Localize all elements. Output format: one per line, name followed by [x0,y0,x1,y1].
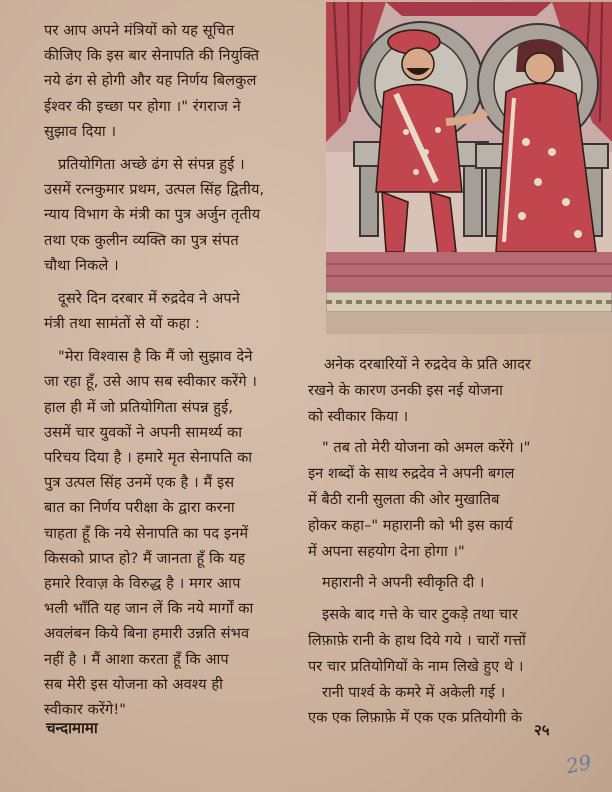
text-line: दूसरे दिन दरबार में रुद्रदेव ने अपने [58,289,240,307]
magazine-name: चन्दामामा [46,719,98,737]
text-line: में अपना सहयोग देना होगा ।" [308,542,465,560]
text-line: उसमें रत्नकुमार प्रथम, उत्पल सिंह द्वितीय, [44,181,265,199]
text-line: अनेक दरबारियों ने रुद्रदेव के प्रति आदर [324,356,531,373]
paragraph [44,18,312,144]
text-line: उसमें चार युवकों ने अपनी सामर्थ्य का [44,423,243,441]
paragraph [44,344,312,722]
text-line: स्वीकार करेंगे!" [44,700,127,718]
text-line: मंत्री तथा सामंतों से यों कहा : [44,315,200,333]
page-number: २५ [534,721,550,739]
text-line: पर आप अपने मंत्रियों को यह सूचित [44,22,235,39]
text-line: हमारे रिवाज़ के विरुद्ध है । मगर आप [44,574,241,592]
text-line: ईश्वर की इच्छा पर होगा ।" रंगराज ने [44,97,241,115]
paragraph [44,152,312,177]
text-line: "मेरा विश्वास है कि मैं जो सुझाव देने [58,348,253,366]
paragraph [308,435,570,564]
text-line: परिचय दिया है । हमारे मृत सेनापति का [44,449,253,466]
paragraph [308,680,570,732]
text-line: कीजिए कि इस बार सेनापति की नियुक्ति [44,47,260,65]
text-line: नये ढंग से होगी और यह निर्णय बिलकुल [44,72,257,90]
text-line: एक एक लिफ़ाफ़े में एक एक प्रतियोगी के [308,709,523,727]
text-line: को स्वीकार किया । [308,407,409,425]
text-line: रखने के कारण उनकी इस नई योजना [308,381,503,399]
text-line: चाहता हूँ कि नये सेनापति का पद इनमें [44,524,249,542]
text-line: सब मेरी इस योजना को अवश्य ही [44,675,224,693]
text-line: रानी पार्श्व के कमरे में अकेली गई । [322,683,506,701]
text-line: बात का निर्णय परीक्षा के द्वारा करना [44,499,235,517]
text-line: पुत्र उत्पल सिंह उनमें एक है । मैं इस [44,474,235,492]
paragraph [44,177,312,278]
illustration-svg [326,2,612,334]
text-line: इन शब्दों के साथ रुद्रदेव ने अपनी बगल [308,465,515,483]
text-line: " तब तो मेरी योजना को अमल करेंगे ।" [322,439,531,457]
floor-base [326,312,612,334]
text-line: लिफ़ाफ़े रानी के हाथ दिये गये । चारों गत्तों [308,631,526,649]
text-line: प्रतियोगिता अच्छे ढंग से संपन्न हुई । [58,155,245,173]
handwritten-page-number: 29 [563,749,594,779]
text-line: चौथा निकले । [44,256,119,274]
left-text-column [44,18,312,722]
text-line: जा रहा हूँ, उसे आप सब स्वीकार करेंगे । [44,373,258,391]
text-line: किसको प्राप्त हो? मैं जानता हूँ कि यह [44,549,246,567]
text-line: इसके बाद गत्ते के चार टुकड़े तथा चार [322,606,518,624]
text-line: न्याय विभाग के मंत्री का पुत्र अर्जुन तृतीय [44,206,261,224]
text-line: महारानी ने अपनी स्वीकृति दी । [322,574,485,592]
text-line: तथा एक कुलीन व्यक्ति का पुत्र संपत [44,231,239,249]
paragraph [308,352,570,429]
right-text-column [308,352,570,731]
royal-couple-illustration [326,2,612,334]
paragraph [308,570,570,596]
paragraph [308,602,570,679]
paragraph [44,286,312,336]
text-line: होकर कहा–" महारानी को भी इस कार्य [308,516,513,534]
text-line: भली भाँति यह जान लें कि नये मार्गों का [44,600,254,618]
text-line: में बैठी रानी सुलता की ओर मुखातिब [308,490,500,508]
carpet [326,252,612,292]
text-line: पर चार प्रतियोगियों के नाम लिखे हुए थे । [308,657,524,675]
text-line: नहीं है । मैं आशा करता हूँ कि आप [44,650,229,668]
text-line: अवलंबन किये बिना हमारी उन्नति संभव [44,625,250,643]
text-line: हाल ही में जो प्रतियोगिता संपन्न हुई, [44,398,234,416]
text-line: सुझाव दिया । [44,122,117,140]
